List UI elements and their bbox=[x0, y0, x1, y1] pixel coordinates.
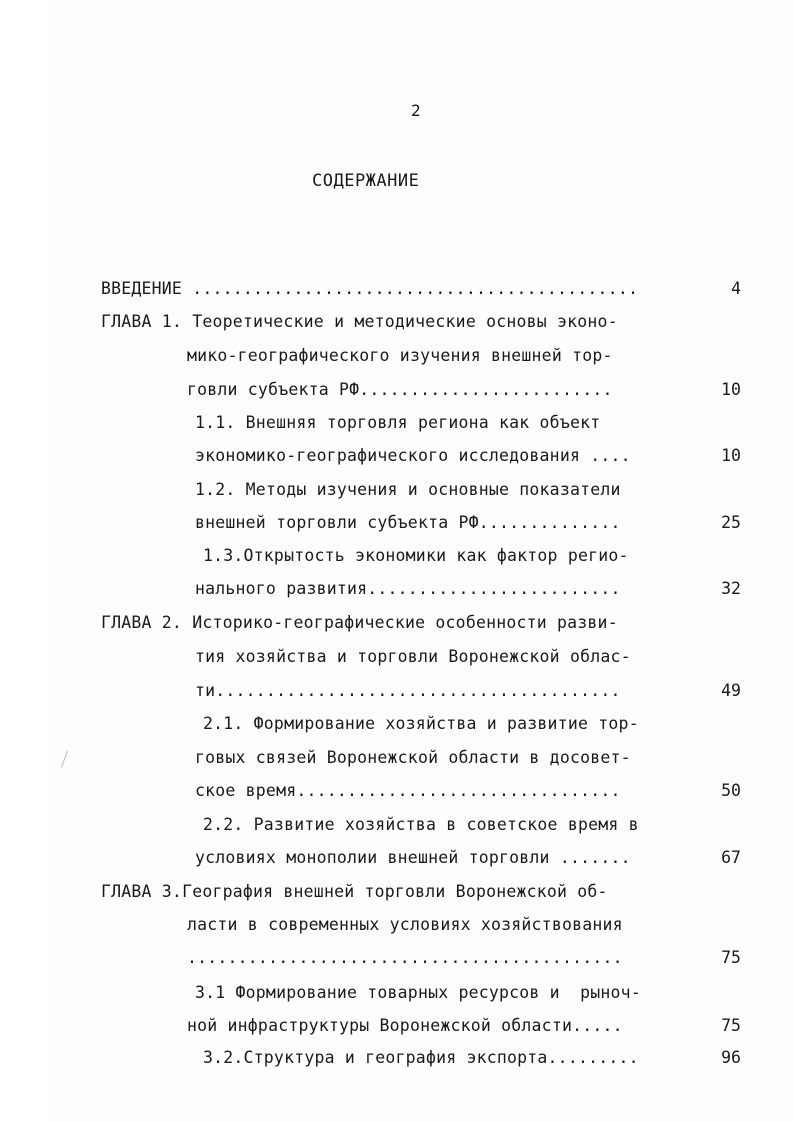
toc-s31-line1: 3.1 Формирование товарных ресурсов и рыноч- bbox=[195, 983, 641, 1002]
toc-s11-line1: 1.1. Внешняя торговля региона как объект bbox=[195, 413, 601, 432]
toc-s22-line2: условиях монополии внешней торговли ....... bbox=[195, 848, 631, 867]
toc-s21-line1: 2.1. Формирование хозяйства и развитие тор- bbox=[203, 714, 639, 733]
toc-ch1-line2: мико-географического изучения внешней тор- bbox=[187, 346, 613, 365]
toc-s12-line2: внешней торговли субъекта РФ.............. bbox=[195, 513, 621, 532]
page-title: СОДЕРЖАНИЕ bbox=[312, 171, 420, 191]
toc-ch3-line1: ГЛАВА 3.География внешней торговли Воронежской об- bbox=[101, 882, 608, 901]
toc-ch3-page: 75 bbox=[721, 948, 741, 967]
toc-ch2-line1: ГЛАВА 2. Историко-географические особенности разви- bbox=[101, 613, 618, 632]
toc-s13-line2: нального развития......................... bbox=[195, 579, 621, 598]
toc-ch1-line1: ГЛАВА 1. Теоретические и методические основы эконо- bbox=[101, 312, 618, 331]
toc-s21-line2: говых связей Воронежской области в досовет- bbox=[195, 748, 631, 767]
toc-ch2-page: 49 bbox=[721, 681, 741, 700]
toc-s13-page: 32 bbox=[721, 579, 741, 598]
toc-s31-page: 75 bbox=[721, 1016, 741, 1035]
toc-ch2-line3: ти........................................ bbox=[195, 681, 621, 700]
toc-s31-line2: ной инфраструктуры Воронежской области..... bbox=[187, 1016, 623, 1035]
toc-s22-page: 67 bbox=[721, 848, 741, 867]
toc-ch1-page: 10 bbox=[721, 380, 741, 399]
toc-s12-line1: 1.2. Методы изучения и основные показатели bbox=[195, 480, 621, 499]
toc-s22-line1: 2.2. Развитие хозяйства в советское время в bbox=[203, 815, 639, 834]
toc-ch1-line3: говли субъекта РФ......................... bbox=[187, 380, 613, 399]
toc-intro-text: ВВЕДЕНИЕ ............................................ bbox=[101, 279, 639, 298]
toc-intro-page: 4 bbox=[731, 279, 741, 298]
toc-s32-page: 96 bbox=[721, 1048, 741, 1067]
toc-s32-line1: 3.2.Структура и география экспорта......... bbox=[203, 1048, 639, 1067]
toc-s11-page: 10 bbox=[721, 446, 741, 465]
toc-s21-page: 50 bbox=[721, 781, 741, 800]
toc-s13-line1: 1.3.Открытость экономики как фактор регио- bbox=[203, 546, 629, 565]
toc-s12-page: 25 bbox=[721, 513, 741, 532]
toc-s21-line3: ское время................................ bbox=[195, 781, 621, 800]
toc-s11-line2: экономико-географического исследования .... bbox=[195, 446, 631, 465]
toc-ch3-line3: ........................................... bbox=[187, 948, 623, 967]
toc-ch3-line2: ласти в современных условиях хозяйствования bbox=[187, 915, 623, 934]
scan-artifact-mark bbox=[61, 750, 68, 767]
scan-margin bbox=[0, 0, 48, 1122]
toc-ch2-line2: тия хозяйства и торговли Воронежской облас- bbox=[195, 647, 631, 666]
page-number: 2 bbox=[411, 101, 421, 120]
